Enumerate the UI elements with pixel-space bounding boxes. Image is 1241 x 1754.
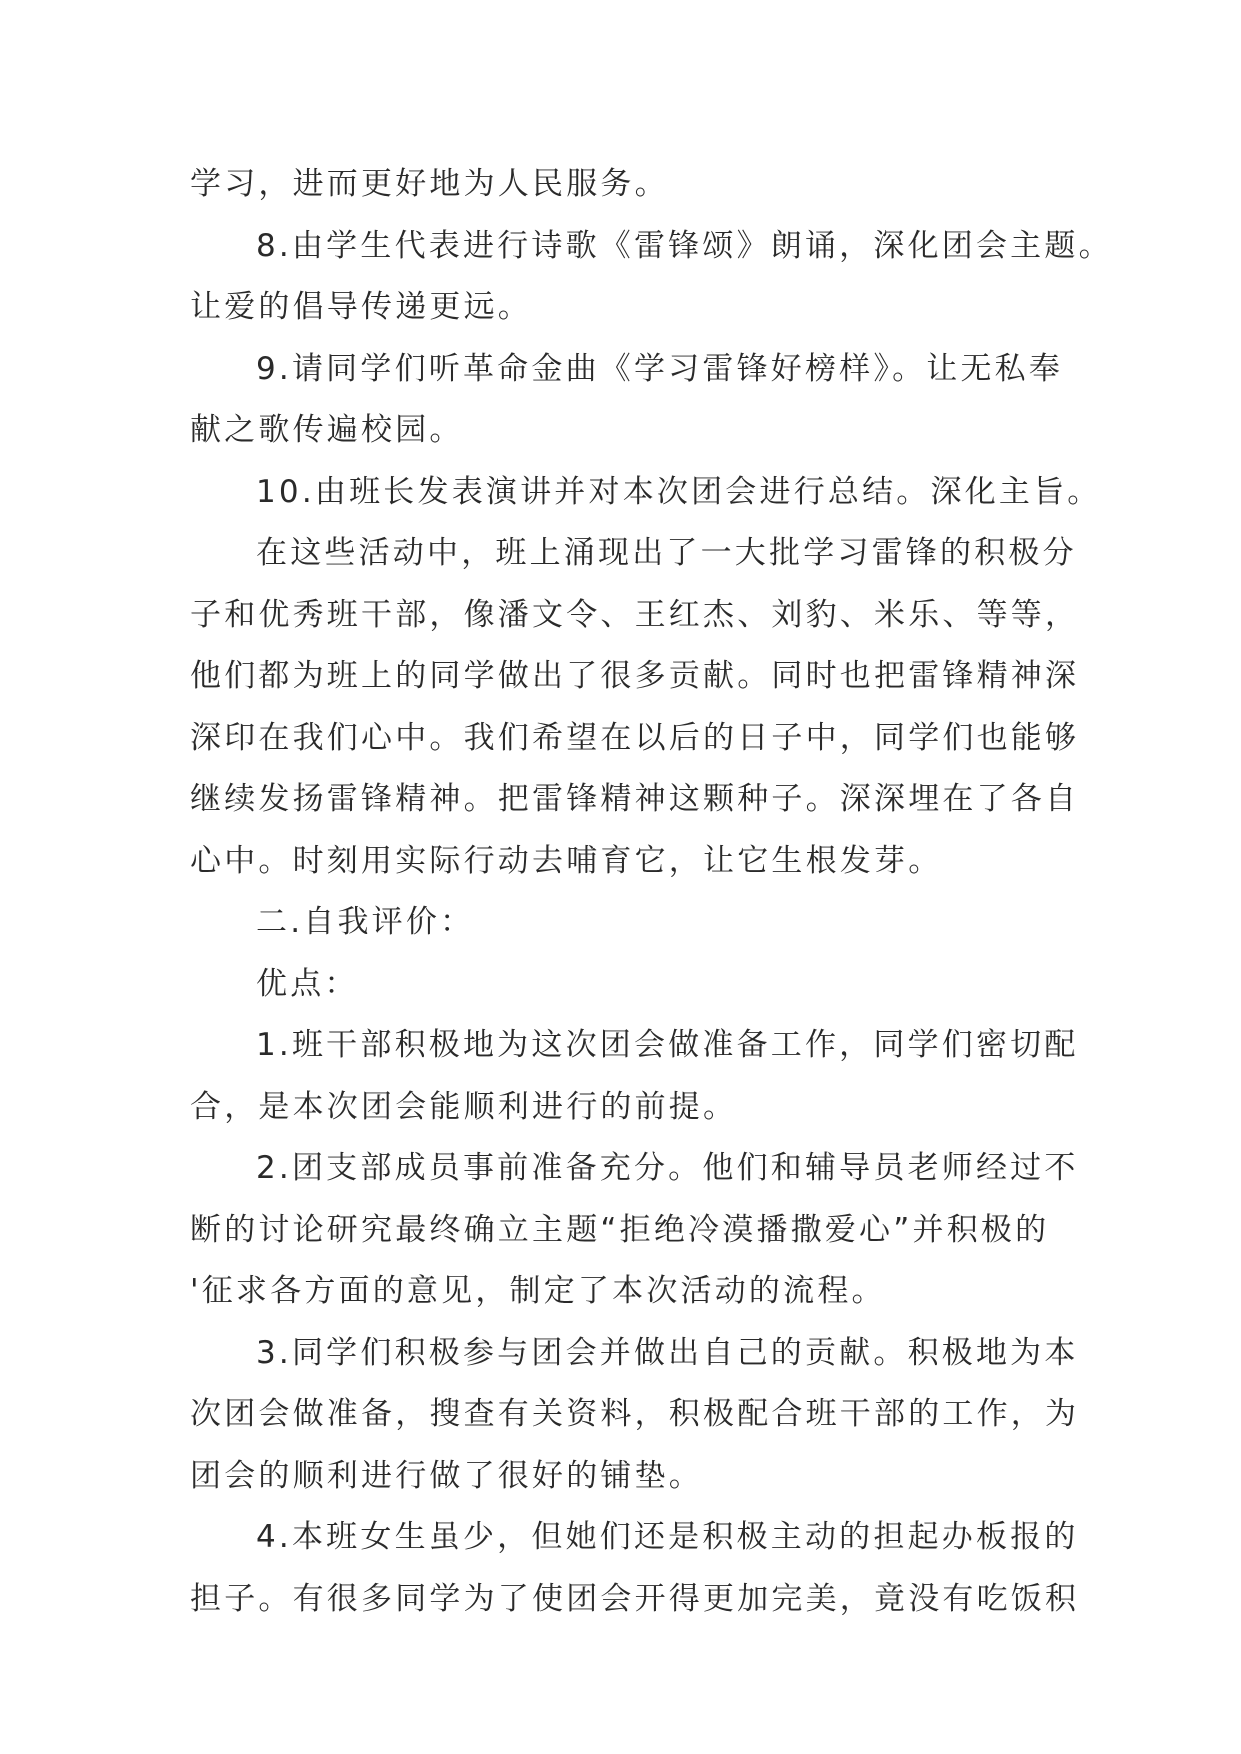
text-line: 深印在我们心中。我们希望在以后的日子中，同学们也能够 — [190, 719, 1080, 756]
text-line: 9.请同学们听革命金曲《学习雷锋好榜样》。让无私奉 — [256, 350, 1064, 387]
text-line: 让爱的倡导传递更远。 — [190, 289, 532, 325]
text-line: 献之歌传遍校园。 — [190, 412, 464, 448]
text-line: '征求各方面的意见，制定了本次活动的流程。 — [190, 1273, 886, 1309]
text-line: 1.班干部积极地为这次团会做准备工作，同学们密切配 — [256, 1027, 1079, 1063]
text-line: 心中。时刻用实际行动去哺育它，让它生根发芽。 — [190, 842, 943, 879]
text-line: 4.本班女生虽少，但她们还是积极主动的担起办板报的 — [256, 1519, 1079, 1555]
text-line: 学习，进而更好地为人民服务。 — [190, 166, 669, 202]
section-heading: 二.自我评价： — [256, 904, 475, 940]
text-line: 继续发扬雷锋精神。把雷锋精神这颗种子。深深埋在了各自 — [190, 781, 1080, 817]
text-line: 8.由学生代表进行诗歌《雷锋颂》朗诵，深化团会主题。 — [256, 227, 1113, 264]
text-line: 10.由班长发表演讲并对本次团会进行总结。深化主旨。 — [256, 473, 1102, 510]
text-line: 他们都为班上的同学做出了很多贡献。同时也把雷锋精神深 — [190, 658, 1080, 694]
text-line: 在这些活动中，班上涌现出了一大批学习雷锋的积极分 — [256, 535, 1077, 571]
text-line: 子和优秀班干部，像潘文令、王红杰、刘豹、米乐、等等， — [190, 596, 1080, 633]
text-line: 担子。有很多同学为了使团会开得更加完美，竟没有吃饭积 — [190, 1580, 1080, 1617]
text-line: 3.同学们积极参与团会并做出自己的贡献。积极地为本 — [256, 1334, 1079, 1371]
subsection-heading: 优点： — [256, 965, 359, 1002]
text-line: 次团会做准备，搜查有关资料，积极配合班干部的工作，为 — [190, 1396, 1080, 1432]
document-body — [190, 154, 1113, 1630]
text-line: 团会的顺利进行做了很好的铺垫。 — [190, 1457, 703, 1494]
text-line: 合，是本次团会能顺利进行的前提。 — [190, 1088, 738, 1125]
text-line: 2.团支部成员事前准备充分。他们和辅导员老师经过不 — [256, 1150, 1079, 1186]
text-line: 断的讨论研究最终确立主题“拒绝冷漠播撒爱心”并积极的 — [190, 1211, 1050, 1248]
